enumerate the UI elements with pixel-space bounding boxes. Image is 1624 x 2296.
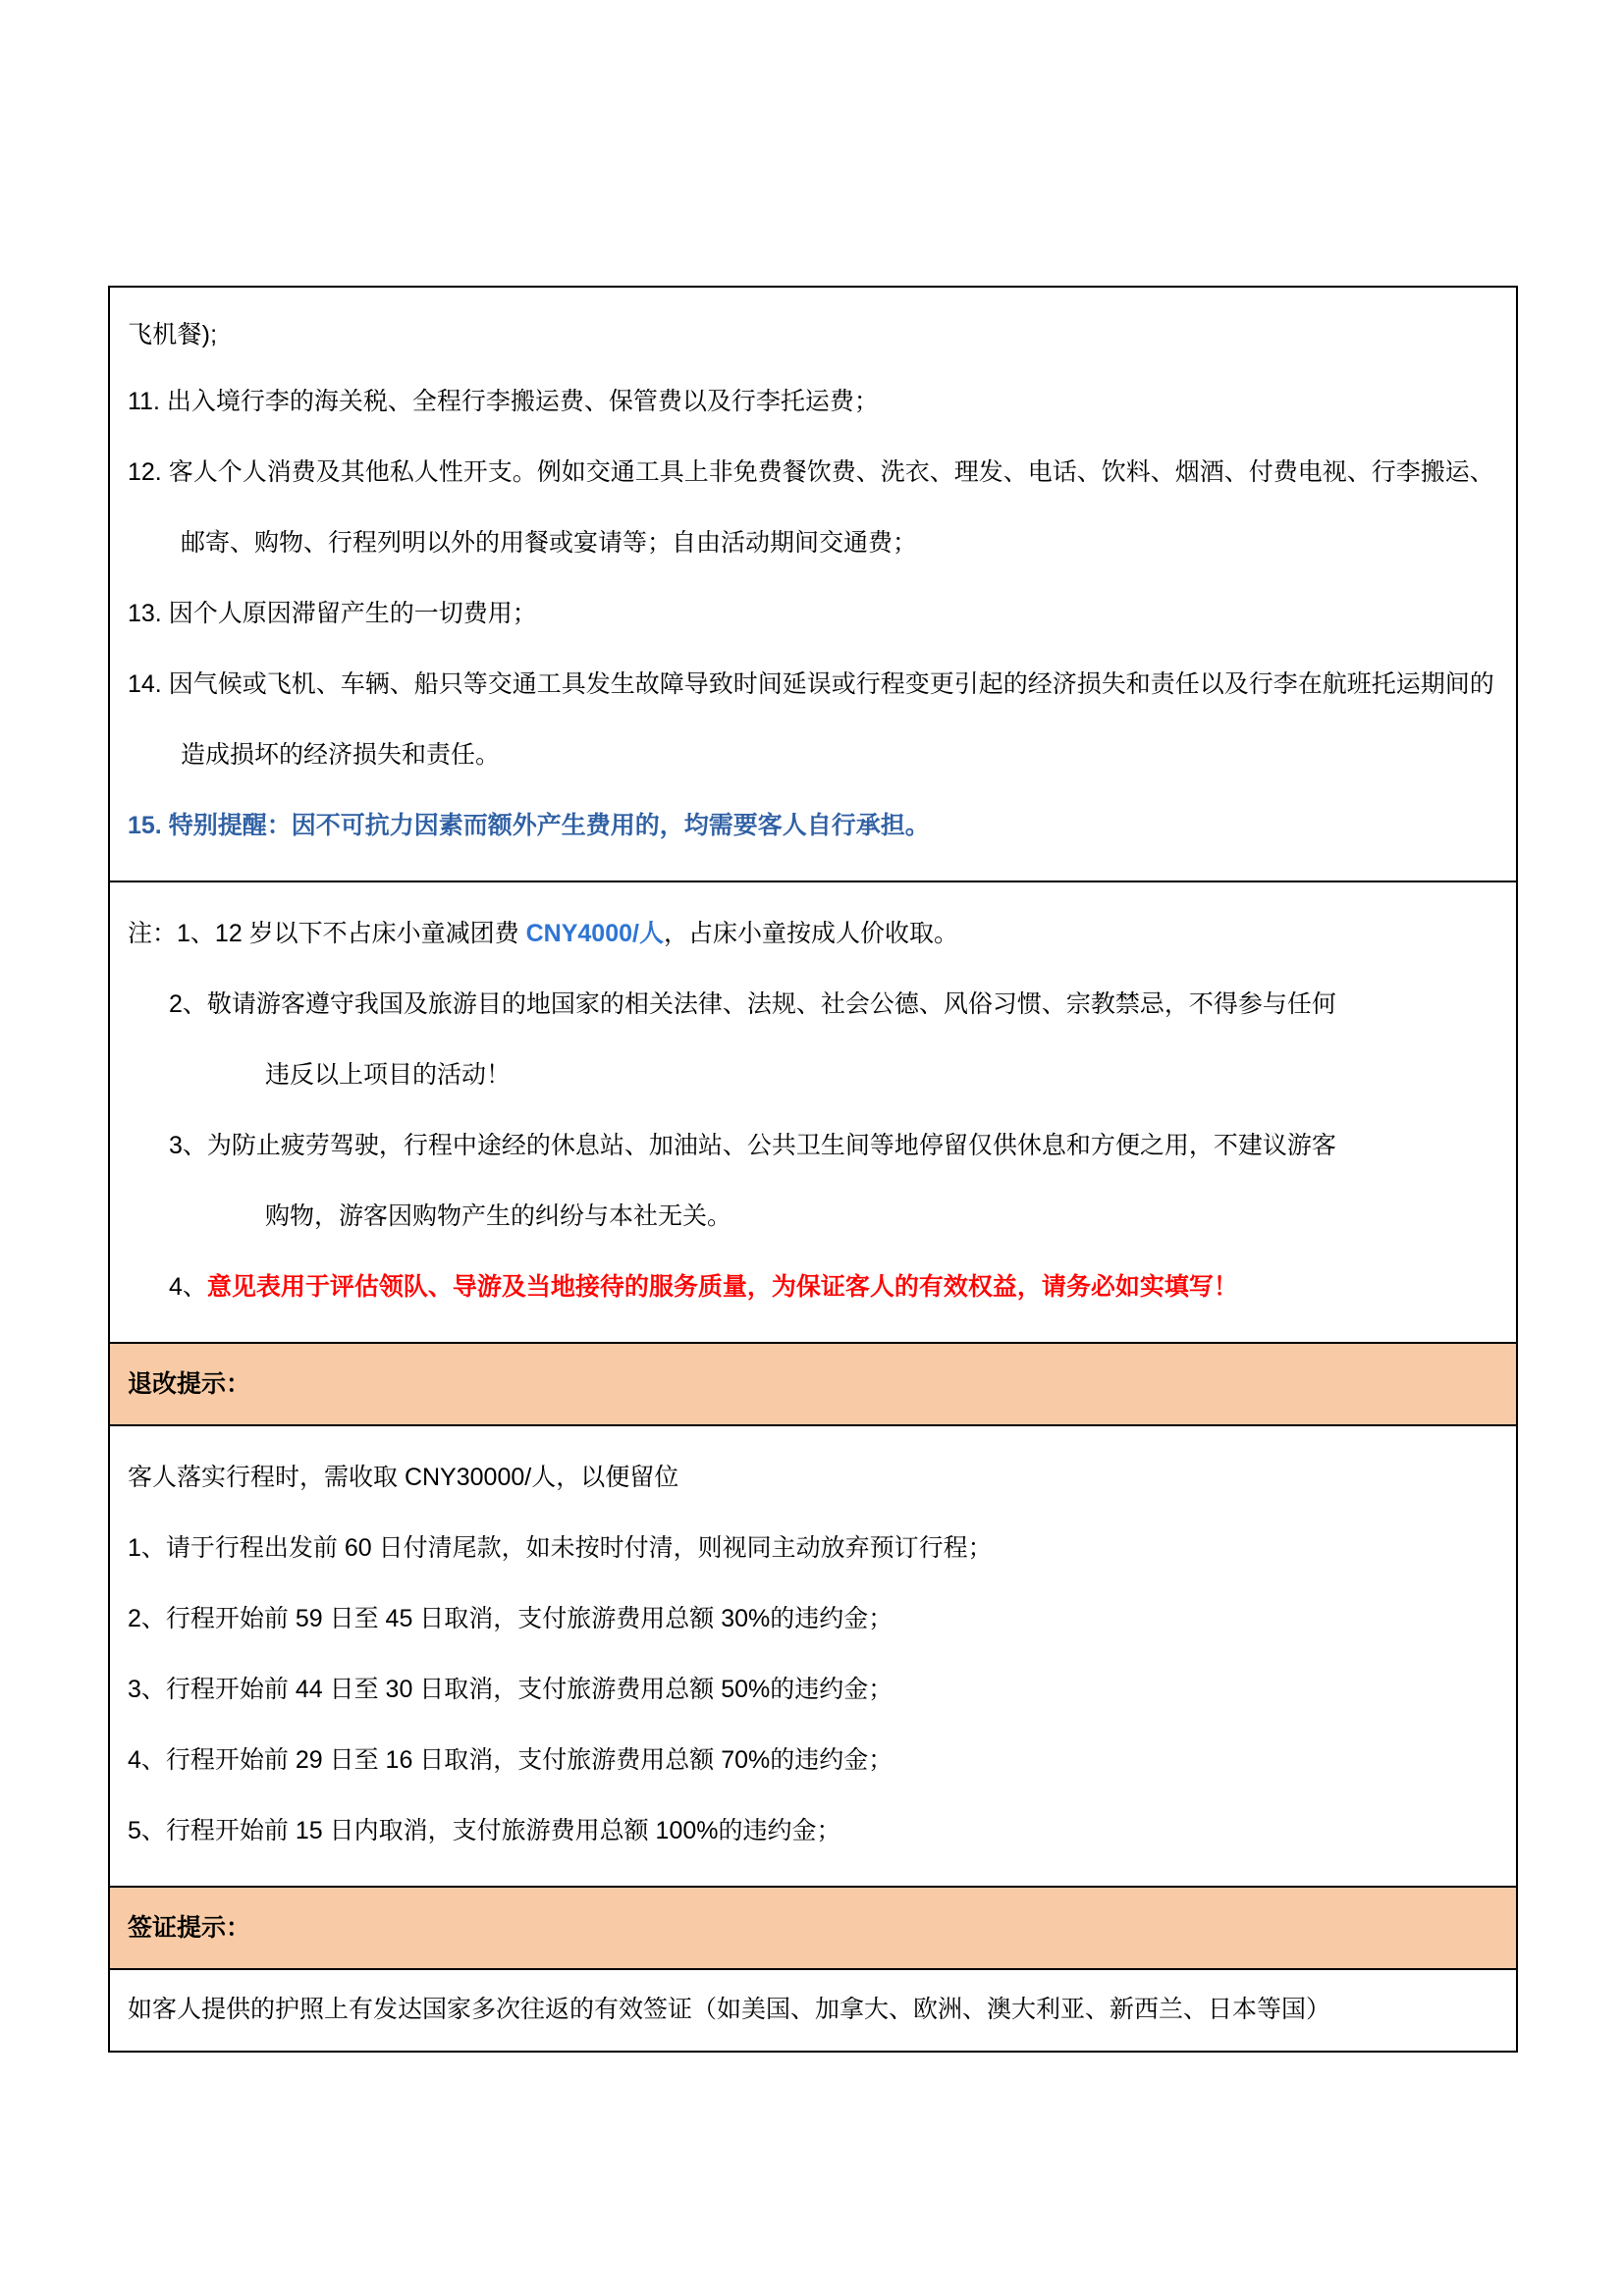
note-4-line-1 [128, 1252, 1498, 1322]
note-2-line-2: 违反以上项目的活动！ [265, 1061, 512, 1089]
note-1-amount: CNY4000/人 [525, 920, 664, 947]
terms-table [108, 286, 1518, 2053]
note-2-number: 2、 [169, 990, 207, 1018]
refund-header-title: 退改提示： [128, 1370, 251, 1398]
note-3-line-1 [128, 1110, 1498, 1181]
note-2-text: 敬请游客遵守我国及旅游目的地国家的相关法律、法规、社会公德、风俗习惯、宗教禁忌，不得参与任何 [206, 990, 1336, 1018]
visa-body-cell [109, 1969, 1517, 2052]
exclusions-cell [109, 287, 1517, 881]
visa-header-cell [109, 1887, 1517, 1969]
exclusion-item-12: 12. 客人个人消费及其他私人性开支。例如交通工具上非免费餐饮费、洗衣、理发、电话、饮料、烟酒、付费电视、行李搬运、邮寄、购物、行程列明以外的用餐或宴请等；自由活动期间交通费； [128, 458, 1494, 557]
note-4 [128, 1252, 1498, 1322]
refund-rule-5: 5、行程开始前 15 日内取消，支付旅游费用总额 100%的违约金； [128, 1817, 841, 1844]
notes-body [110, 882, 1516, 1342]
table-row-visa-body [109, 1969, 1517, 2052]
table-row-notes [109, 881, 1517, 1343]
note-1-number: 1、 [177, 920, 215, 947]
note-2 [128, 969, 1498, 1110]
note-4-number: 4、 [169, 1273, 207, 1301]
table-row-visa-header [109, 1887, 1517, 1969]
refund-deposit-line: 客人落实行程时，需收取 CNY30000/人，以便留位 [128, 1464, 679, 1491]
note-1 [128, 898, 1498, 969]
exclusion-item-14: 14. 因气候或飞机、车辆、船只等交通工具发生故障导致时间延误或行程变更引起的经济损失和责任以及行李在航班托运期间的造成损坏的经济损失和责任。 [128, 670, 1494, 769]
exclusion-item-15-number: 15. [128, 812, 169, 839]
refund-body [110, 1426, 1516, 1886]
note-3 [128, 1110, 1498, 1252]
notes-cell [109, 881, 1517, 1343]
visa-header-title: 签证提示： [128, 1914, 251, 1942]
note-1-before: 12 岁以下不占床小童减团费 [214, 920, 526, 947]
exclusion-item-15-text: 特别提醒：因不可抗力因素而额外产生费用的，均需要客人自行承担。 [168, 812, 930, 839]
exclusion-item-13: 13. 因个人原因滞留产生的一切费用； [128, 600, 537, 627]
exclusion-item-15 [128, 790, 1498, 861]
refund-rule-4: 4、行程开始前 29 日至 16 日取消，支付旅游费用总额 70%的违约金； [128, 1746, 893, 1774]
note-3-number: 3、 [169, 1132, 207, 1159]
table-row-refund-header [109, 1343, 1517, 1425]
notes-label: 注： [128, 920, 178, 947]
refund-rule-2: 2、行程开始前 59 日至 45 日取消，支付旅游费用总额 30%的违约金； [128, 1605, 893, 1632]
refund-body-cell [109, 1425, 1517, 1887]
exclusion-item-11: 11. 出入境行李的海关税、全程行李搬运费、保管费以及行李托运费； [128, 388, 879, 415]
visa-body-text: 如客人提供的护照上有发达国家多次往返的有效签证（如美国、加拿大、欧洲、澳大利亚、新西兰、日本等国） [128, 1996, 1331, 2023]
refund-rule-1: 1、请于行程出发前 60 日付清尾款，如未按时付清，则视同主动放弃预订行程； [128, 1534, 993, 1562]
note-3-line-2: 购物，游客因购物产生的纠纷与本社无关。 [265, 1202, 732, 1230]
note-3-text: 为防止疲劳驾驶，行程中途经的休息站、加油站、公共卫生间等地停留仅供休息和方便之用，不建议游客 [206, 1132, 1336, 1159]
note-2-line-1 [128, 969, 1498, 1040]
note-1-after: ，占床小童按成人价收取。 [663, 920, 958, 947]
refund-rule-3: 3、行程开始前 44 日至 30 日取消，支付旅游费用总额 50%的违约金； [128, 1676, 893, 1703]
refund-header-cell [109, 1343, 1517, 1425]
exclusions-body [110, 288, 1516, 881]
note-4-text: 意见表用于评估领队、导游及当地接待的服务质量，为保证客人的有效权益，请务必如实填写！ [206, 1273, 1238, 1301]
table-row-refund-body [109, 1425, 1517, 1887]
continued-line: 飞机餐); [128, 321, 218, 348]
table-row-exclusions [109, 287, 1517, 881]
